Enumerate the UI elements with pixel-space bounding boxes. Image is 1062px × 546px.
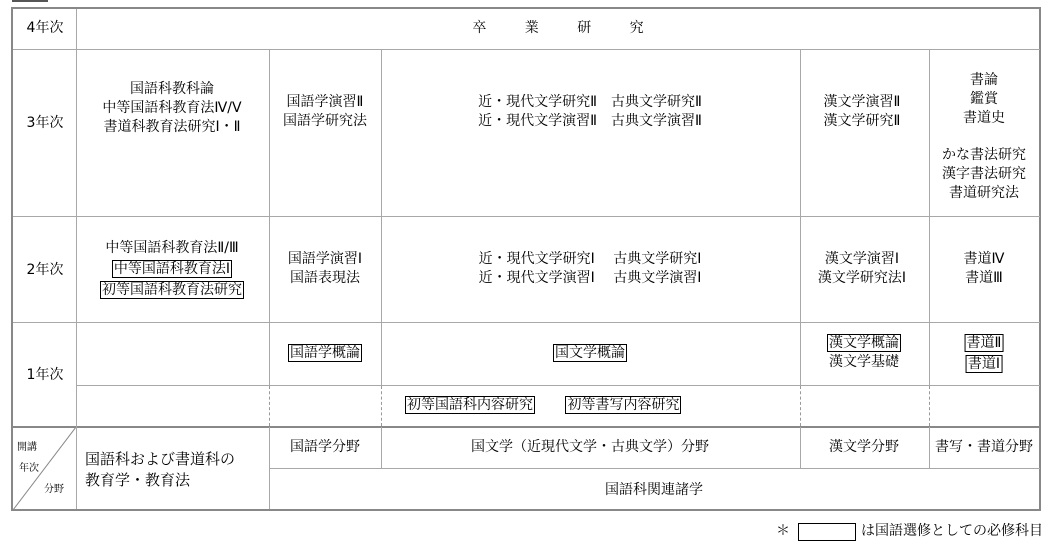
course: 国語学演習Ⅰ xyxy=(287,251,363,267)
top-rule xyxy=(12,0,48,2)
course: 漢文学演習Ⅰ xyxy=(824,251,900,267)
y3-education-courses xyxy=(102,80,241,137)
row-divider xyxy=(13,322,1040,323)
course: 漢文学基礎 xyxy=(829,354,899,370)
course: 漢文学研究Ⅱ xyxy=(823,113,901,129)
dashed-divider xyxy=(381,386,382,426)
column-divider xyxy=(929,49,930,386)
field-shodo: 書写・書道分野 xyxy=(935,439,1033,455)
required-course: 漢文学概論 xyxy=(829,335,899,351)
column-divider xyxy=(800,49,801,386)
required-course: 国文学概論 xyxy=(555,345,625,361)
y3-literature-courses xyxy=(478,93,702,131)
legend-box xyxy=(798,523,856,541)
course: 国語科教科論 xyxy=(130,81,214,97)
course: 近・現代文学演習Ⅰ 古典文学演習Ⅰ xyxy=(478,270,702,286)
y1-shodo-courses xyxy=(965,334,1004,374)
course: 鑑賞 xyxy=(970,91,998,107)
column-divider xyxy=(929,427,930,469)
legend-text: は国語選修としての必修科目 xyxy=(861,523,1043,539)
y2-education-courses xyxy=(100,239,244,300)
field-kanbun: 漢文学分野 xyxy=(829,439,899,455)
course: 近・現代文学演習Ⅱ 古典文学演習Ⅱ xyxy=(478,113,702,129)
course: 書道科教育法研究Ⅰ・Ⅱ xyxy=(103,119,241,135)
course: 国語表現法 xyxy=(289,270,360,286)
course: かな書法研究 xyxy=(942,147,1026,163)
y1-literature-course xyxy=(553,344,627,363)
row-label-year1: 1年次 xyxy=(26,367,64,383)
course: 近・現代文学研究Ⅱ 古典文学研究Ⅱ xyxy=(478,94,702,110)
row-divider xyxy=(76,385,1040,386)
course: 書道史 xyxy=(963,110,1005,126)
y3-kanbun-courses xyxy=(824,93,901,131)
header-bunya: 分野 xyxy=(44,484,64,495)
course: 漢文学演習Ⅱ xyxy=(823,94,901,110)
course: 漢文学研究法Ⅰ xyxy=(817,270,907,286)
required-course: 書道Ⅱ xyxy=(966,335,1002,351)
field-education-line: 国語科および書道科の xyxy=(85,450,236,468)
graduation-research-text: 卒 業 研 究 xyxy=(472,20,644,36)
course: 中等国語科教育法Ⅱ/Ⅲ xyxy=(105,240,239,256)
field-literature: 国文学（近現代文学・古典文学）分野 xyxy=(471,439,709,455)
column-divider xyxy=(381,427,382,469)
dashed-divider xyxy=(800,386,801,426)
column-divider xyxy=(76,9,77,509)
dashed-divider xyxy=(269,386,270,426)
required-course: 書道Ⅰ xyxy=(967,356,1001,372)
course: 中等国語科教育法Ⅳ/Ⅴ xyxy=(102,100,242,116)
required-course: 初等書写内容研究 xyxy=(567,397,680,413)
column-divider xyxy=(269,427,270,509)
y2-literature-courses xyxy=(479,250,702,288)
y3-kokugo-courses xyxy=(283,93,367,131)
course: 漢字書法研究 xyxy=(942,166,1026,182)
dashed-divider xyxy=(929,386,930,426)
course: 書論 xyxy=(970,72,998,88)
graduation-research xyxy=(472,19,643,38)
field-related: 国語科関連諸学 xyxy=(605,482,703,498)
required-course: 中等国語科教育法Ⅰ xyxy=(113,261,231,277)
y2-kanbun-courses xyxy=(818,250,906,288)
column-divider xyxy=(269,49,270,386)
required-course: 初等国語科内容研究 xyxy=(407,397,533,413)
course: 書道Ⅲ xyxy=(965,270,1003,286)
row-divider xyxy=(13,49,1040,50)
column-divider xyxy=(381,49,382,386)
course: 書道研究法 xyxy=(949,185,1019,201)
required-course: 国語学概論 xyxy=(290,345,360,361)
required-course: 初等国語科教育法研究 xyxy=(102,282,242,298)
row-label-year4: 4年次 xyxy=(26,20,64,36)
header-nenji: 年次 xyxy=(19,463,39,474)
legend-star: ＊ xyxy=(776,523,790,539)
column-divider xyxy=(800,427,801,469)
field-education-line: 教育学・教育法 xyxy=(85,471,191,489)
row-divider xyxy=(269,468,1040,469)
course: 国語学研究法 xyxy=(283,113,367,129)
y1-kokugo-course xyxy=(288,344,362,363)
field-kokugo: 国語学分野 xyxy=(290,439,360,455)
course: 書道Ⅳ xyxy=(963,251,1005,267)
course: 近・現代文学研究Ⅰ 古典文学研究Ⅰ xyxy=(478,251,702,267)
y1-elementary-courses xyxy=(405,396,681,415)
field-education xyxy=(85,449,235,491)
row-divider xyxy=(13,426,1040,428)
row-divider xyxy=(13,216,1040,217)
row-label-year3: 3年次 xyxy=(26,115,64,131)
y1-kanbun-courses xyxy=(827,334,901,372)
y2-shodo-courses xyxy=(964,250,1005,288)
y3-shodo-courses-a xyxy=(963,71,1005,128)
y3-shodo-courses-b xyxy=(942,146,1026,203)
header-kaiko: 開講 xyxy=(17,442,37,453)
y2-kokugo-courses xyxy=(288,250,362,288)
row-label-year2: 2年次 xyxy=(26,262,64,278)
course: 国語学演習Ⅱ xyxy=(286,94,364,110)
